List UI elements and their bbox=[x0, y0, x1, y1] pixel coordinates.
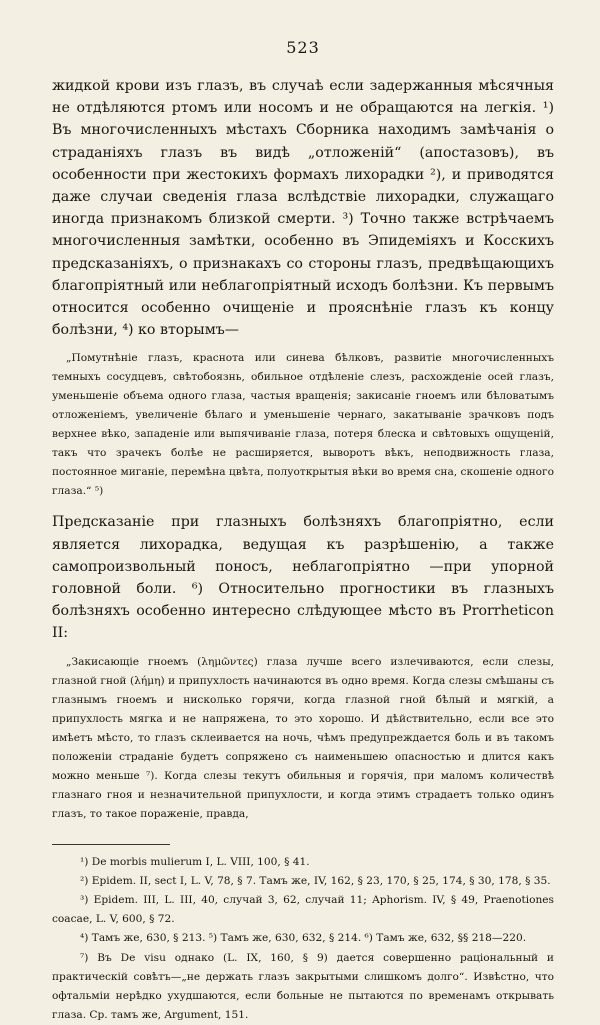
quotation-1: „Помутнѣніе глазъ, краснота или синева бѣлковъ, развитіе многочисленныхъ темныхъ сосудцевъ, свѣтобоязнь, обильное отдѣленіе слезъ, расхожденіе осей глазъ, уменьшеніе объема одного глаза, частыя вращенія; закисаніе гноемъ или бѣловатымъ отложеніемъ, увеличеніе бѣлаго и уменьшеніе чернаго, закатываніе зрачковъ подъ верхнее вѣко, западеніе или выпячиваніе глаза, потеря блеска и свѣтовыхъ ощущеній, такъ что зрачекъ болѣе не расширяется, выворотъ вѣкъ, неподвижность глаза, постоянное миганіе, перемѣна цвѣта, полуоткрытыя вѣки во время сна, скошеніе одного глаза.“ ⁵) bbox=[52, 352, 554, 498]
paragraph-2: Предсказаніе при глазныхъ болѣзняхъ благопріятно, если является лихорадка, ведущая къ разрѣшенію, а также самопроизвольный поносъ, неблагопріятно —при упорной головной боли. ⁶) Относительно прогностики въ глазныхъ болѣзняхъ особенно интересно слѣдующее мѣсто въ Prorrheticon II: bbox=[52, 514, 554, 642]
footnotes bbox=[52, 853, 554, 1025]
footnote-divider bbox=[52, 844, 170, 845]
footnote-4: ⁴) Тамъ же, 630, § 213. ⁵) Тамъ же, 630, 632, § 214. ⁶) Тамъ же, 632, §§ 218—220. bbox=[80, 932, 527, 945]
page-number: 523 bbox=[286, 38, 320, 57]
main-text bbox=[52, 75, 554, 824]
footnote-1: ¹) De morbis mulierum I, L. VIII, 100, § 41. bbox=[80, 855, 310, 868]
footnote-3: ³) Epidem. III, L. III, 40, случай 3, 62, случай 11; Aphorism. IV, § 49, Praenotiones coacae, L. V, 600, § 72. bbox=[52, 894, 554, 926]
paragraph-1: жидкой крови изъ глазъ, въ случаѣ если задержанныя мѣсячныя не отдѣляются ртомъ или носомъ и не обращаются на легкія. ¹) Въ многочисленныхъ мѣстахъ Сборника находимъ замѣчанія о страданіяхъ глазъ въ видѣ „отложеній“ (апостазовъ), въ особенности при жестокихъ формахъ лихорадки ²), и приводятся даже случаи сведенія глаза вслѣдствіе лихорадки, служащаго иногда признакомъ близкой смерти. ³) Точно также встрѣчаемъ многочисленныя замѣтки, особенно въ Эпидеміяхъ и Косскихъ предсказаніяхъ, о признакахъ со стороны глазъ, предвѣщающихъ благопріятный или неблагопріятный исходъ болѣзни. Къ первымъ относится особенно очищеніе и прояснѣніе глазъ къ концу болѣзни, ⁴) ко вторымъ— bbox=[52, 78, 554, 339]
footnote-2: ²) Epidem. II, sect I, L. V, 78, § 7. Тамъ же, IV, 162, § 23, 170, § 25, 174, § 30, 178, § 35. bbox=[80, 874, 551, 887]
quotation-2: „Закисающіе гноемъ (λημῶντες) глаза лучше всего излечиваются, если слезы, глазной гной (λήμη) и припухлость начинаются въ одно время. Когда слезы смѣшаны съ глазнымъ гноемъ и нисколько горячи, когда глазной гной бѣлый и мягкій, а припухлость мягка и не напряжена, то это хорошо. И дѣйствительно, если все это имѣетъ мѣсто, то глазъ склеивается на ночь, чѣмъ предупреждается боль и въ такомъ положеніи страданіе будетъ сопряжено съ наименьшею опасностью и длится какъ можно меньше ⁷). Когда слезы текутъ обильныя и горячія, при маломъ количествѣ глазнаго гноя и незначительной припухлости, и когда этимъ страдаетъ только одинъ глазъ, то такое пораженіе, правда, bbox=[52, 655, 554, 820]
footnote-5: ⁷) Въ De visu однако (L. IX, 160, § 9) дается совершенно раціональный и практическій совѣтъ—„не держать глазъ закрытыми слишкомъ долго“. Извѣстно, что офтальміи нерѣдко ухудшаются, если больные не пытаются по временамъ открывать глаза. Ср. тамъ же, Argument, 151. bbox=[52, 951, 554, 1022]
